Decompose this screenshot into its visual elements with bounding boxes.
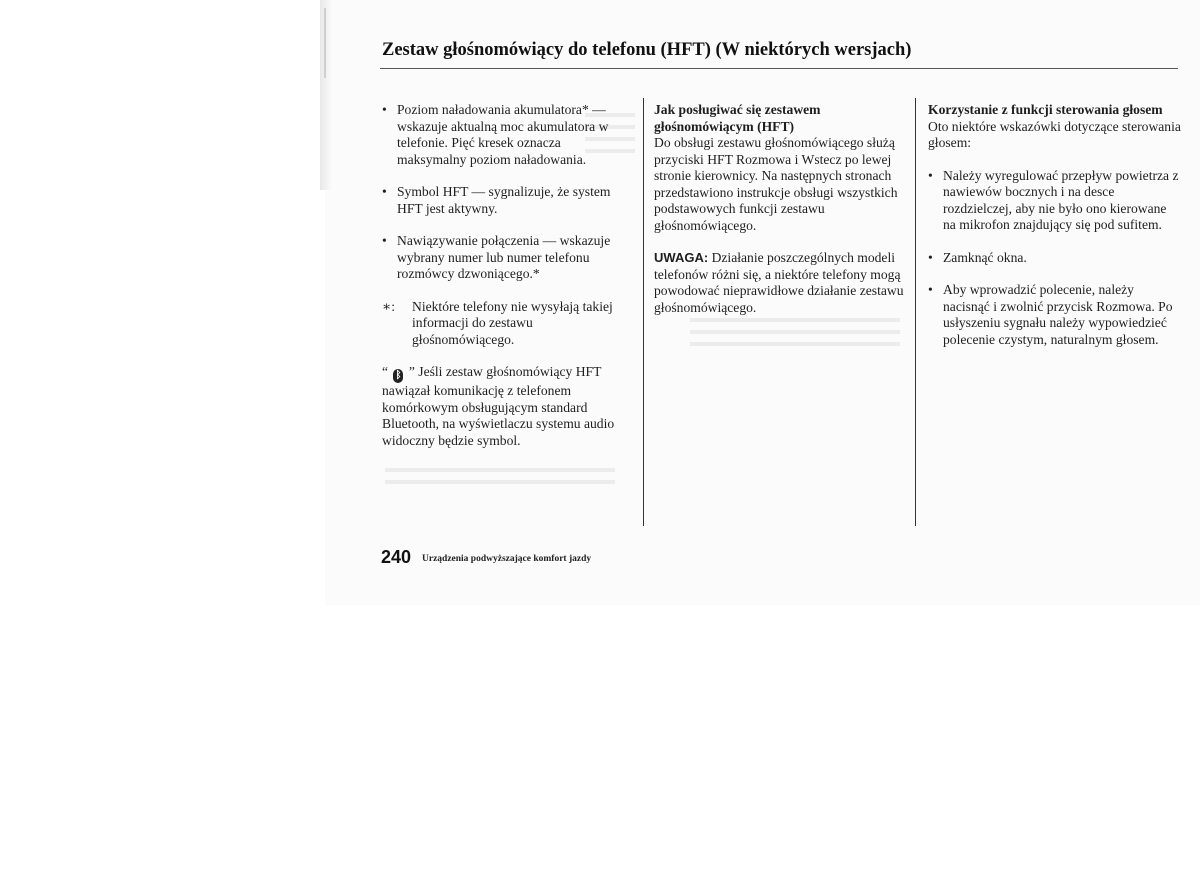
bullet-glyph: • xyxy=(382,102,387,117)
spine-line xyxy=(324,8,326,78)
bullet-glyph: • xyxy=(928,167,933,183)
bullet-glyph: • xyxy=(382,184,387,199)
bleed-through-middle xyxy=(690,310,900,354)
list-item-text: Zamknąć okna. xyxy=(943,249,1027,265)
column-right xyxy=(928,102,1182,364)
list-item-calling xyxy=(382,233,632,283)
footnote-text: Niektóre telefony nie wysyłają takiej informacji do zestawu głośnomówiącego. xyxy=(412,298,613,347)
open-quote: “ xyxy=(382,364,389,379)
title-rule xyxy=(380,68,1178,69)
bluetooth-text: ” Jeśli zestaw głośnomówiący HFT nawiązał komunikację z telefonem komórkowym obsługującym standard Bluetooth, na wyświetlaczu systemu audio widoczny będzie symbol. xyxy=(382,364,615,448)
list-item-text: Nawiązywanie połączenia — wskazuje wybrany numer lub numer telefonu rozmówcy dzwoniącego.* xyxy=(397,233,611,281)
section-intro: Oto niektóre wskazówki dotyczące sterowania głosem: xyxy=(928,118,1181,150)
bullet-glyph: • xyxy=(382,233,387,248)
list-item-text: Należy wyregulować przepływ powietrza z nawiewów bocznych i na desce rozdzielczej, aby nie było ono kierowane na mikrofon znajdujący się pod sufitem. xyxy=(943,167,1179,232)
list-item-text: Aby wprowadzić polecenie, należy nacisnąć i zwolnić przycisk Rozmowa. Po usłyszeniu sygnału należy wypowiedzieć polecenie czystym, naturalnym głosem. xyxy=(943,282,1173,347)
list-item-battery xyxy=(382,102,632,168)
list-item-hft-symbol xyxy=(382,184,632,217)
column-middle xyxy=(654,102,908,316)
bluetooth-icon: ᛒ xyxy=(395,370,402,381)
note-paragraph xyxy=(654,250,908,316)
list-item-airflow xyxy=(928,168,1182,234)
list-item-text: Symbol HFT — sygnalizuje, że system HFT jest aktywny. xyxy=(397,184,611,216)
bluetooth-paragraph xyxy=(382,364,632,449)
page-title: Zestaw głośnomówiący do telefonu (HFT) (W niektórych wersjach) xyxy=(382,40,912,60)
list-item-command xyxy=(928,282,1182,348)
footnote xyxy=(382,299,632,349)
bleed-through-bottom xyxy=(385,460,615,492)
note-label: UWAGA: xyxy=(654,250,709,265)
bullet-glyph: • xyxy=(928,249,933,265)
column-divider-2 xyxy=(915,98,916,526)
book-spine-shadow xyxy=(320,0,332,190)
list-item-windows xyxy=(928,250,1182,267)
list-item-text: Poziom naładowania akumulatora* — wskazuje aktualną moc akumulatora w telefonie. Pięć kresek oznacza maksymalny poziom naładowania. xyxy=(397,102,609,167)
bullet-glyph: • xyxy=(928,282,933,297)
page-number: 240 xyxy=(381,547,412,567)
section-heading-hft-usage: Jak posługiwać się zestawem głośnomówiącym (HFT) xyxy=(654,102,821,134)
column-divider-1 xyxy=(643,98,644,526)
note-text: Działanie poszczególnych modeli telefonów różni się, a niektóre telefony mogą powodować nieprawidłowe działanie zestawu głośnomówiącego. xyxy=(654,250,904,315)
section-intro: Do obsługi zestawu głośnomówiącego służą przyciski HFT Rozmowa i Wstecz po lewej stronie kierownicy. Na następnych stronach przedstawiono instrukcje obsługi wszystkich podstawowych funkcji zestawu głośnomówiącego. xyxy=(654,135,898,233)
section-heading-voice-control: Korzystanie z funkcji sterowania głosem xyxy=(928,102,1163,117)
footer-section-label: Urządzenia podwyższające komfort jazdy xyxy=(422,554,592,564)
footnote-mark: ∗: xyxy=(382,298,396,314)
column-left xyxy=(382,102,632,449)
